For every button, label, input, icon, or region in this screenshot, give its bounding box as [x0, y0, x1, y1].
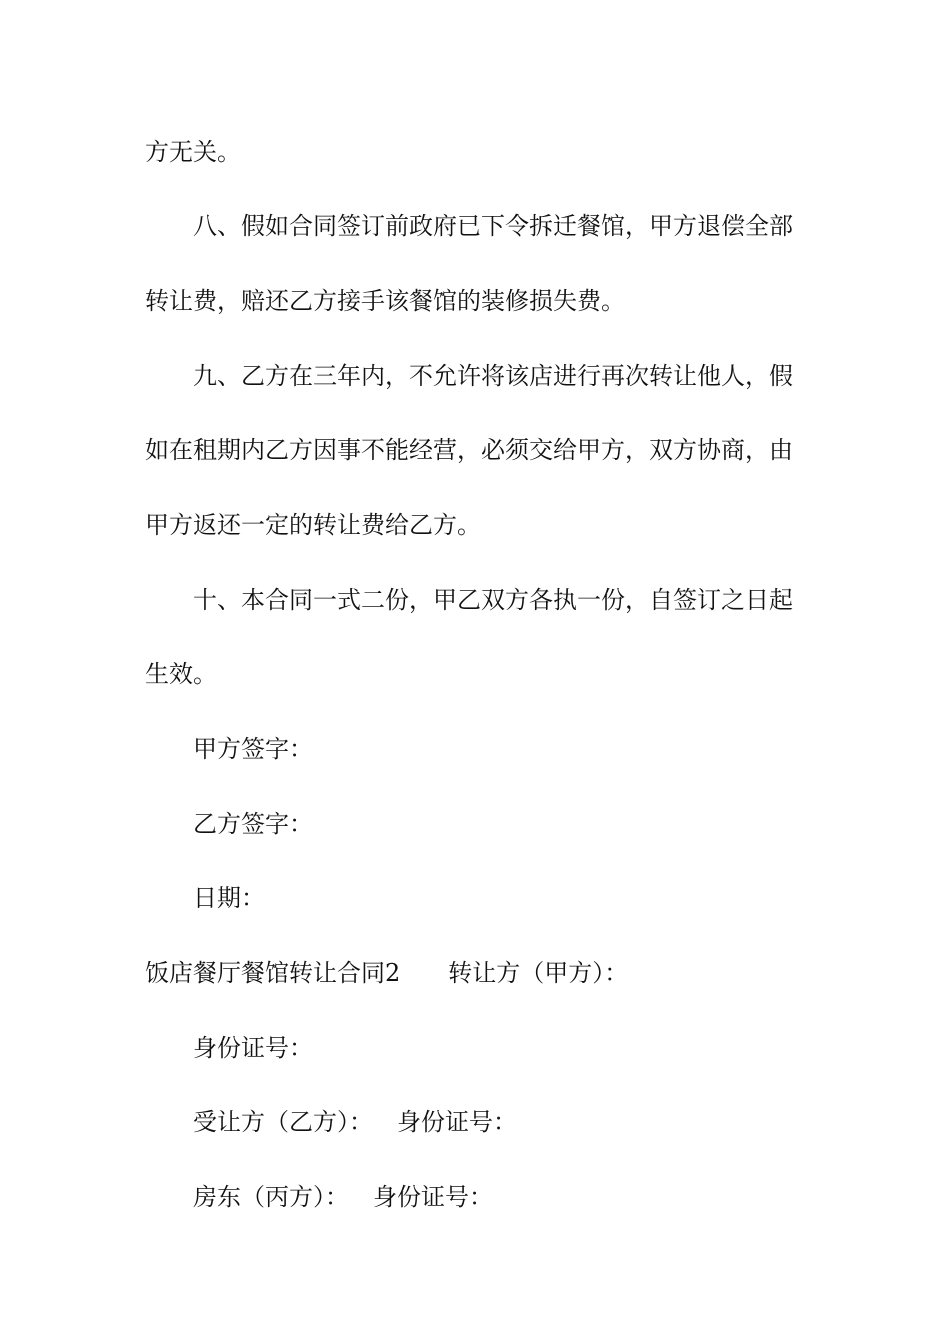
contract-two-title: 饭店餐厅餐馆转让合同2: [145, 959, 401, 987]
party-a-signature-label: 甲方签字：: [193, 735, 313, 763]
clause-ten-line-2: 生效。: [145, 660, 217, 688]
party-b-signature-label: 乙方签字：: [193, 810, 313, 838]
transferor-id-label: 身份证号：: [193, 1034, 313, 1062]
clause-nine-line-1: 九、乙方在三年内，不允许将该店进行再次转让他人，假: [193, 362, 793, 390]
transferee-line: [193, 1104, 815, 1140]
landlord-id-label: 身份证号：: [373, 1183, 493, 1211]
clause-ten-line-1: 十、本合同一式二份，甲乙双方各执一份，自签订之日起: [193, 586, 793, 614]
paragraph-text: 八、假如合同签订前政府已下令拆迁餐馆，甲方退偿全部: [193, 212, 793, 240]
clause-nine-line-3: 甲方返还一定的转让费给乙方。: [145, 511, 481, 539]
landlord-label: 房东（丙方）：: [193, 1183, 349, 1211]
paragraph-line: 方无关。: [145, 138, 241, 166]
transferee-label: 受让方（乙方）：: [193, 1108, 373, 1136]
date-label: 日期：: [193, 884, 265, 912]
clause-nine-line-2: 如在租期内乙方因事不能经营，必须交给甲方，双方协商，由: [145, 436, 793, 464]
transferor-label: 转让方（甲方）：: [448, 959, 629, 987]
clause-eight-line-2: 转让费，赔还乙方接手该餐馆的装修损失费。: [145, 287, 625, 315]
landlord-line: [193, 1179, 815, 1215]
contract-two-heading-line: [145, 955, 815, 991]
transferee-id-label: 身份证号：: [397, 1108, 517, 1136]
clause-eight-line-1: [193, 208, 815, 244]
